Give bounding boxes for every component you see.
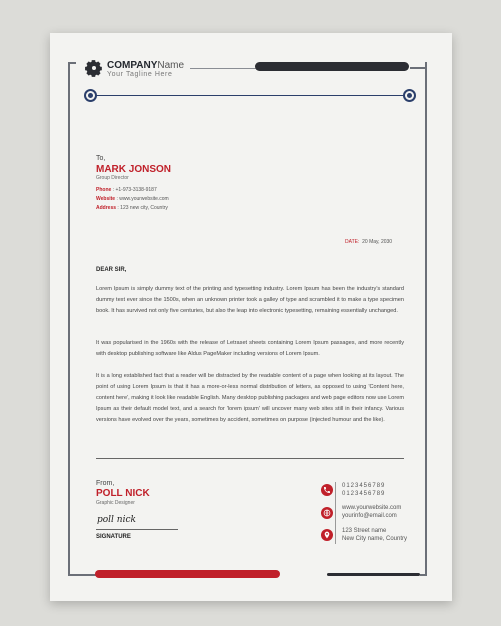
website-value: : www.yourwebsite.com	[116, 196, 169, 202]
date-label: DATE:	[345, 239, 360, 245]
footer-divider	[96, 458, 404, 459]
frame-top-left-line	[68, 62, 76, 64]
phone-icon	[321, 484, 333, 496]
website-label: Website	[96, 196, 116, 202]
footer-website: www.yourwebsite.com	[342, 505, 402, 511]
company-name-bold: COMPANY	[107, 60, 158, 71]
recipient-phone	[96, 187, 157, 193]
footer-red-bar	[95, 570, 280, 578]
footer-email: yourinfo@email.com	[342, 513, 397, 519]
recipient-address	[96, 205, 168, 211]
header-dark-bar	[255, 62, 409, 71]
frame-bottom-right-line	[420, 574, 427, 576]
date-value: 20 May, 2030	[362, 239, 393, 245]
company-tagline: Your Tagline Here	[107, 71, 173, 78]
contact-vertical-divider	[335, 482, 336, 544]
footer-phone-1: 0123456789	[342, 483, 386, 489]
footer-city: New City name, Country	[342, 536, 408, 542]
salutation: DEAR SIR,	[96, 267, 127, 273]
recipient-website	[96, 196, 169, 202]
company-name	[107, 60, 184, 71]
signature-line	[96, 529, 178, 530]
frame-right-line	[425, 62, 427, 576]
phone-value: : +1-973-3138-9187	[112, 187, 157, 193]
from-label: From,	[96, 480, 115, 487]
footer-street: 123 Street name	[342, 528, 387, 534]
company-name-light: Name	[157, 60, 185, 71]
body-paragraph-1: Lorem Ipsum is simply dummy text of the printing and typesetting industry. Lorem Ipsum has been the industry's standard dummy text ever since the 1500s, when an unknown printer took a galley of type and scrambled it to make a type specimen book. It has survived not only five centuries, but also the leap into electronic typesetting, remaining essentially unchanged.	[96, 286, 404, 314]
phone-label: Phone	[96, 187, 112, 193]
body-paragraph-2: It was popularised in the 1960s with the release of Letraset sheets containing Lorem Ipsum passages, and more recently with desktop publishing software like Aldus PageMaker including versions of Lorem Ipsum.	[96, 340, 404, 357]
body-paragraph-3: It is a long established fact that a reader will be distracted by the readable content of a page when looking at its layout. The point of using Lorem Ipsum is that it has a more-or-less normal distribution of letters, as opposed to using 'Content here, content here', making it look like readable English. Many desktop publishing packages and web page editors now use Lorem Ipsum as their default model text, and a search for 'lorem ipsum' will uncover many web sites still in their infancy. Various versions have evolved over the years, sometimes by accident, sometimes on purpose (injected humour and the like).	[96, 373, 404, 423]
web-icon	[321, 507, 333, 519]
header-divider	[96, 95, 408, 96]
letter-date	[345, 239, 392, 245]
divider-left-dot	[84, 89, 97, 102]
recipient-name: MARK JONSON	[96, 164, 172, 175]
gear-logo-icon	[84, 58, 104, 78]
frame-bottom-left-line	[68, 574, 96, 576]
sender-role: Graphic Designer	[96, 500, 135, 506]
handwritten-signature: poll nick	[97, 515, 136, 525]
to-label: To,	[96, 155, 106, 162]
location-icon	[321, 529, 333, 541]
sender-name: POLL NICK	[96, 488, 150, 499]
address-label: Address	[96, 205, 117, 211]
header-thin-line	[190, 68, 260, 69]
letterhead-sheet	[50, 33, 452, 601]
address-value: : 123 new city, Country	[117, 205, 168, 211]
divider-right-dot	[403, 89, 416, 102]
recipient-role: Group Director	[96, 175, 129, 181]
frame-left-line	[68, 62, 70, 576]
frame-top-right-line	[410, 67, 427, 69]
footer-phone-2: 0123456789	[342, 491, 386, 497]
signature-label: SIGNATURE	[96, 534, 131, 540]
footer-dark-bar	[327, 573, 420, 576]
